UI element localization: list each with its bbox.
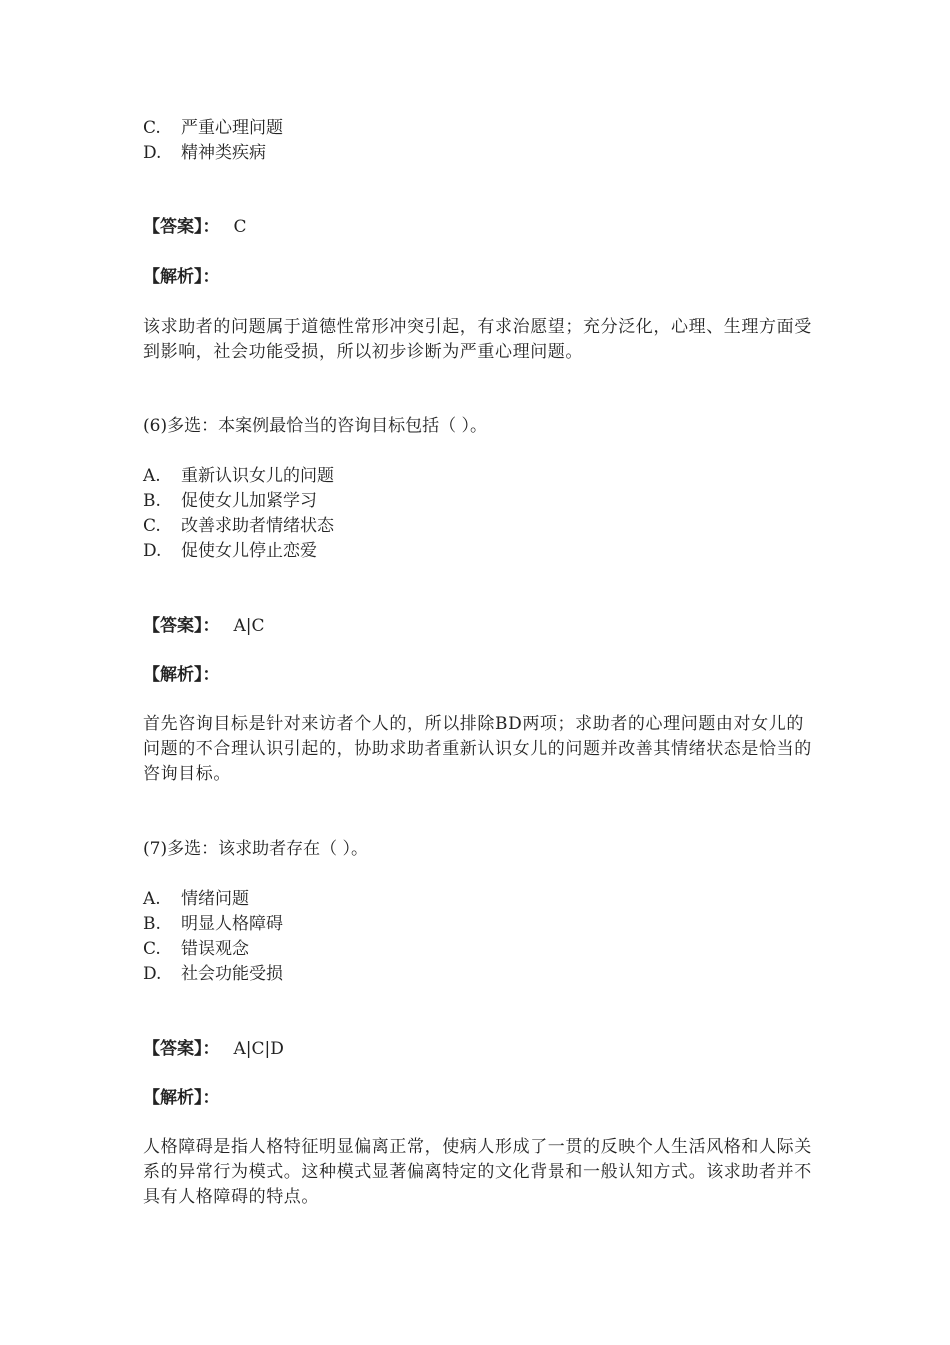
option-letter: C. bbox=[143, 516, 161, 536]
option-b bbox=[143, 489, 317, 513]
answer-value: C bbox=[233, 217, 247, 237]
option-a bbox=[143, 464, 334, 488]
analysis-label: 【解析】： bbox=[143, 665, 220, 685]
analysis-text: 人格障碍是指人格特征明显偏离正常，使病人形成了一贯的反映个人生活风格和人际关系的异常行为模式。这种模式显著偏离特定的文化背景和一般认知方式。该求助者并不具有人格障碍的特点。 bbox=[143, 1137, 812, 1207]
option-text: 错误观念 bbox=[181, 939, 249, 959]
option-letter: D. bbox=[143, 143, 162, 163]
option-text: 促使女儿停止恋爱 bbox=[181, 541, 317, 561]
analysis-text: 首先咨询目标是针对来访者个人的，所以排除BD两项；求助者的心理问题由对女儿的问题的不合理认识引起的，协助求助者重新认识女儿的问题并改善其情绪状态是恰当的咨询目标。 bbox=[143, 714, 812, 784]
option-letter: B. bbox=[143, 491, 161, 511]
answer-label: 【答案】： bbox=[143, 217, 220, 237]
option-text: 明显人格障碍 bbox=[181, 914, 283, 934]
option-d bbox=[143, 962, 283, 986]
answer-value: A|C|D bbox=[233, 1039, 284, 1059]
option-d bbox=[143, 539, 317, 563]
option-c bbox=[143, 937, 249, 961]
option-letter: D. bbox=[143, 541, 162, 561]
option-b bbox=[143, 912, 283, 936]
answer-value: A|C bbox=[233, 616, 265, 636]
option-c bbox=[143, 514, 334, 538]
option-a bbox=[143, 887, 249, 911]
option-letter: C. bbox=[143, 118, 161, 138]
answer-label: 【答案】： bbox=[143, 1039, 220, 1059]
option-d bbox=[143, 141, 266, 165]
option-letter: C. bbox=[143, 939, 161, 959]
answer-row bbox=[143, 1037, 284, 1061]
option-c bbox=[143, 116, 283, 140]
analysis-label: 【解析】： bbox=[143, 267, 220, 287]
question-6: (6)多选：本案例最恰当的咨询目标包括（ ）。 bbox=[143, 416, 487, 436]
option-letter: A. bbox=[143, 466, 161, 486]
analysis-label: 【解析】： bbox=[143, 1088, 220, 1108]
option-text: 促使女儿加紧学习 bbox=[181, 491, 317, 511]
option-letter: B. bbox=[143, 914, 161, 934]
answer-row bbox=[143, 215, 247, 239]
option-text: 改善求助者情绪状态 bbox=[181, 516, 334, 536]
option-text: 精神类疾病 bbox=[181, 143, 266, 163]
option-text: 严重心理问题 bbox=[181, 118, 283, 138]
answer-label: 【答案】： bbox=[143, 616, 220, 636]
analysis-text: 该求助者的问题属于道德性常形冲突引起，有求治愿望；充分泛化，心理、生理方面受到影响，社会功能受损，所以初步诊断为严重心理问题。 bbox=[143, 317, 812, 362]
question-7: (7)多选：该求助者存在（ ）。 bbox=[143, 839, 368, 859]
option-text: 重新认识女儿的问题 bbox=[181, 466, 334, 486]
option-letter: A. bbox=[143, 889, 161, 909]
option-letter: D. bbox=[143, 964, 162, 984]
option-text: 情绪问题 bbox=[181, 889, 249, 909]
option-text: 社会功能受损 bbox=[181, 964, 283, 984]
answer-row bbox=[143, 614, 265, 638]
